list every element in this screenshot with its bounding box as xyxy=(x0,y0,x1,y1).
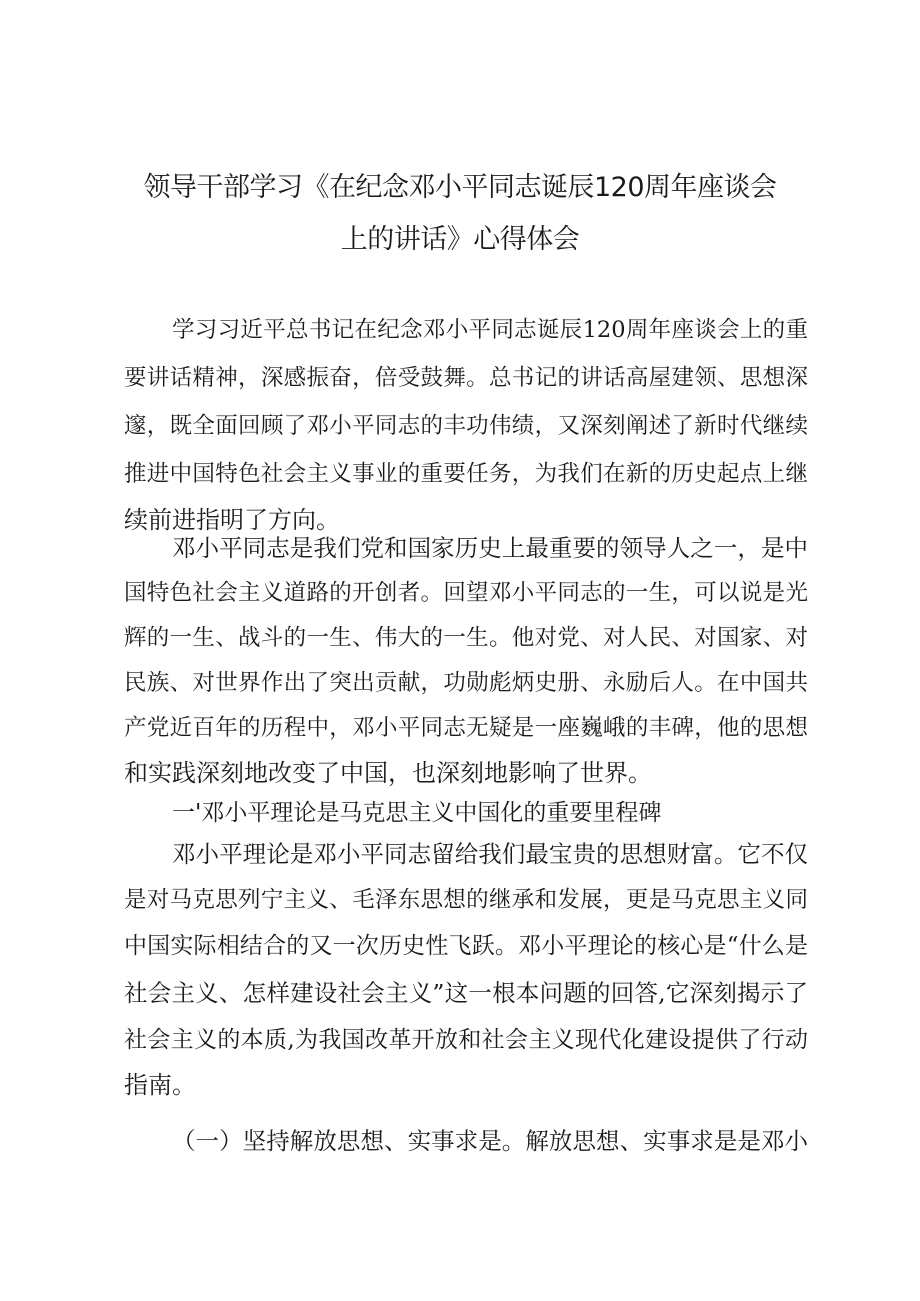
paragraph-line: 指南。 xyxy=(124,1071,196,1099)
paragraph-line: 产党近百年的历程中，邓小平同志无疑是一座巍峨的丰碑，他的思想 xyxy=(124,715,808,741)
paragraph-line: 民族、对世界作出了突出贡献，功勋彪炳史册、永励后人。在中国共 xyxy=(124,670,808,696)
paragraph-line: 邓小平同志是我们党和国家历史上最重要的领导人之一，是中 xyxy=(172,534,808,562)
paragraph-line: 推进中国特色社会主义事业的重要任务，为我们在新的历史起点上继 xyxy=(124,461,808,487)
section-heading: 一'邓小平理论是马克思主义中国化的重要里程碑 xyxy=(172,800,662,826)
paragraph-line: 续前进指明了方向。 xyxy=(124,506,340,534)
paragraph-line: 邃，既全面回顾了邓小平同志的丰功伟绩，又深刻阐述了新时代继续 xyxy=(124,413,808,439)
paragraph-line: 学习习近平总书记在纪念邓小平同志诞辰120周年座谈会上的重 xyxy=(172,317,808,343)
paragraph-line: 和实践深刻地改变了中国，也深刻地影响了世界。 xyxy=(124,759,652,787)
paragraph-line: 辉的一生、战斗的一生、伟大的一生。他对党、对人民、对国家、对 xyxy=(124,625,808,651)
paragraph-line: 社会主义的本质,为我国改革开放和社会主义现代化建设提供了行动 xyxy=(124,1027,808,1053)
paragraph-line: 国特色社会主义道路的开创者。回望邓小平同志的一生，可以说是光 xyxy=(124,580,808,606)
paragraph-line: 中国实际相结合的又一次历史性飞跃。邓小平理论的核心是“什么是 xyxy=(124,933,808,959)
paragraph-line: （一）坚持解放思想、实事求是。解放思想、实事求是是邓小 xyxy=(172,1127,808,1155)
document-title-line-2: 上的讲话》心得体会 xyxy=(340,224,580,255)
paragraph-line: 要讲话精神，深感振奋，倍受鼓舞。总书记的讲话高屋建领、思想深 xyxy=(124,365,808,391)
paragraph-line: 邓小平理论是邓小平同志留给我们最宝贵的思想财富。它不仅 xyxy=(172,840,808,868)
paragraph-line: 是对马克思列宁主义、毛泽东思想的继承和发展，更是马克思主义同 xyxy=(124,887,808,913)
paragraph-line: 社会主义、怎样建设社会主义”这一根本问题的回答,它深刻揭示了 xyxy=(124,979,808,1007)
document-title-line-1: 领导干部学习《在纪念邓小平同志诞辰120周年座谈会 xyxy=(143,172,777,203)
